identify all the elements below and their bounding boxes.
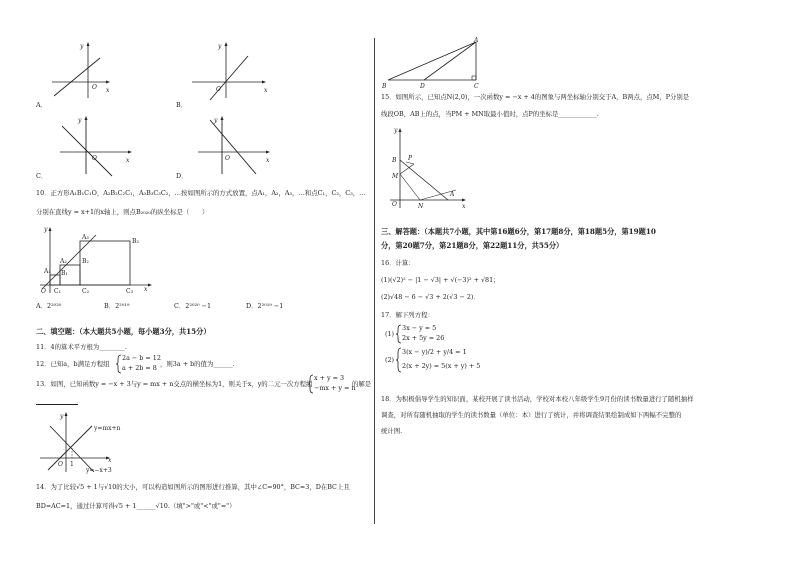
- q17-p1-label: (1): [385, 330, 395, 338]
- q15-fig-b: B: [392, 157, 397, 164]
- q15-fig-o: O: [392, 201, 397, 208]
- tri-label-d: D: [420, 83, 425, 90]
- q13-answer-blank[interactable]: [36, 404, 78, 405]
- q13-fig-o: O: [58, 461, 63, 468]
- q10-fig-a2: A₂: [60, 258, 67, 265]
- graph-d-y-label: y: [214, 117, 218, 124]
- q10-fig-b1: B₁: [61, 270, 68, 277]
- q10-fig-o: O: [41, 288, 46, 295]
- q17-p2-label: (2): [385, 356, 395, 364]
- section3-line1: 三、解答题：（本题共7小题，其中第16题6分，第17题8分，第18题5分，第19题10: [381, 227, 656, 236]
- q10-line1: 10．正方形A₁B₁C₁O，A₂B₂C₂C₁，A₃B₃C₃C₂，…按如图所示的方式放置，点A₁，A₂，A₃，…和点C₁，C₂，C₃，…: [36, 189, 366, 197]
- q10-line2: 分别在直线y = x+1的x轴上，则点B₂₀₂₀的纵坐标是（ ）: [36, 208, 209, 216]
- q10-fig-a1: A₁: [44, 268, 51, 275]
- q16-title: 16．计算：: [381, 259, 415, 267]
- q15-fig-n: N: [418, 203, 424, 210]
- q13-suffix: 的解是: [352, 380, 372, 388]
- q10-figure: [36, 225, 154, 295]
- q15-fig-x: x: [462, 203, 466, 210]
- column-divider: [374, 38, 375, 524]
- graph-b: [188, 38, 268, 102]
- q14-line1: 14．为了比较√5 + 1与√10的大小，可以构造如图所示的图形进行推算，其中∠C=90°，BC=3，D在BC上且: [36, 483, 350, 491]
- graph-b-y-label: y: [218, 43, 222, 50]
- q10-option-b: B．2²⁰¹⁹: [104, 302, 130, 310]
- q12-suffix: ，则3a + b的值为______.: [160, 360, 235, 368]
- q18-line3: 统计图.: [381, 427, 403, 435]
- q16-item2: (2)√48 − 6 − √3 + 2(√3 − 2)．: [381, 293, 480, 301]
- q13-eq2: −mx + y = n: [314, 384, 356, 392]
- q13-fig-y: y: [60, 413, 64, 420]
- graph-a-origin-label: O: [92, 84, 97, 91]
- q17-p2-eq2: 2(x + 2y) = 5(x + y) + 5: [402, 362, 481, 370]
- q10-fig-b2: B₂: [82, 258, 89, 265]
- q15-fig-m: M: [392, 173, 399, 180]
- section2-title: 二、填空题：（本大题共5小题，每小题3分，共15分）: [36, 327, 211, 336]
- q13-fig-x: x: [108, 457, 112, 464]
- graph-b-x-label: x: [264, 87, 268, 94]
- q15-fig-p: P: [408, 155, 413, 162]
- graph-b-origin-label: O: [216, 86, 221, 93]
- q17-p2-eq1: 3(x − y)/2 + y/4 = 1: [402, 348, 467, 356]
- q13-fig-line2-label: y=−x+3: [86, 467, 112, 474]
- tri-label-b: B: [382, 83, 387, 90]
- q15-figure: [386, 126, 470, 210]
- q13-prefix: 13．如图，已知函数y = −x + 3与y = mx + n交点的横坐标为1，则关于x，y的二元一次方程组: [36, 380, 313, 388]
- q10-fig-b3: B₃: [132, 238, 139, 245]
- q10-fig-c2: C₂: [82, 288, 89, 295]
- option-d-label: D．: [176, 172, 188, 180]
- q15-line2: 线段OB，AB上的点，当PM + MN取最小值时，点P的坐标是____________.: [381, 110, 599, 118]
- q16-item1: (1)(√2)² − |1 − √3| + √(−3)² + √81；: [381, 276, 500, 284]
- q10-option-d: D．2²⁰¹⁹ −1: [246, 302, 284, 310]
- q13-fig-tick-1: 1: [70, 461, 74, 468]
- q10-option-a: A．2²⁰²⁰: [36, 302, 62, 310]
- graph-c-y-label: y: [78, 117, 82, 124]
- option-b-label: B．: [176, 101, 188, 109]
- q17-p1-eq1: 3x − y = 5: [402, 324, 437, 332]
- tri-label-a: A: [474, 37, 479, 44]
- q13-figure: [36, 410, 126, 474]
- graph-c-origin-label: O: [92, 155, 97, 162]
- graph-d-origin-label: O: [225, 155, 230, 162]
- graph-a-x-label: x: [106, 87, 110, 94]
- q18-line1: 18．为积极倡导学生的知识面，某校开展了读书活动，学校对本校八年级学生9月份的读书数量进行了随机抽样: [381, 395, 694, 403]
- option-a-label: A．: [36, 101, 48, 109]
- q15-fig-a: A: [450, 191, 455, 198]
- q10-fig-a3: A₃: [82, 234, 89, 241]
- q15-line1: 15．如图所示，已知点N(2,0)，一次函数y = −x + 4的图象与两坐标轴分别交于A，B两点，点M，P分别是: [381, 93, 690, 101]
- q12-eq2: a + 2b = 8: [122, 364, 157, 372]
- graph-a-y-label: y: [80, 43, 84, 50]
- q10-option-c: C．2²⁰²⁰ −1: [174, 302, 212, 310]
- graph-a: [40, 38, 110, 102]
- graph-d: [194, 114, 274, 178]
- q13-eq1: x + y = 3: [314, 374, 345, 382]
- q10-fig-c3: C₃: [126, 288, 133, 295]
- q17-p1-eq2: 2x + 5y = 26: [402, 334, 445, 342]
- q10-fig-x: x: [144, 286, 148, 293]
- graph-c: [56, 114, 136, 178]
- q12-prefix: 12．已知a，b满足方程组: [36, 360, 110, 368]
- q18-line2: 调查，对所有随机抽取的学生的读书数量（单位：本）进行了统计，并将调查结果绘制成如下两幅不完整的: [381, 411, 682, 419]
- option-c-label: C．: [36, 172, 48, 180]
- section3-line2: 分，第20题7分，第21题8分，第22题11分，共55分）: [381, 241, 564, 250]
- q15-fig-y: y: [394, 127, 398, 134]
- q10-fig-y: y: [44, 226, 48, 233]
- q12-eq1: 2a − b = 12: [122, 354, 161, 362]
- q13-fig-line1-label: y=mx+n: [94, 425, 121, 432]
- tri-label-c: C: [474, 83, 479, 90]
- q14-line2: BD=AC=1，通过计算可得√5 + 1______√10.（填">"或"<"或"="）: [36, 502, 236, 510]
- q10-fig-c1: C₁: [54, 288, 61, 295]
- graph-d-x-label: x: [266, 157, 270, 164]
- q14-triangle-figure: [380, 36, 492, 92]
- q17-title: 17．解下列方程：: [381, 311, 434, 319]
- graph-c-x-label: x: [126, 157, 130, 164]
- q11-text: 11．4的算术平方根为________.: [36, 343, 127, 351]
